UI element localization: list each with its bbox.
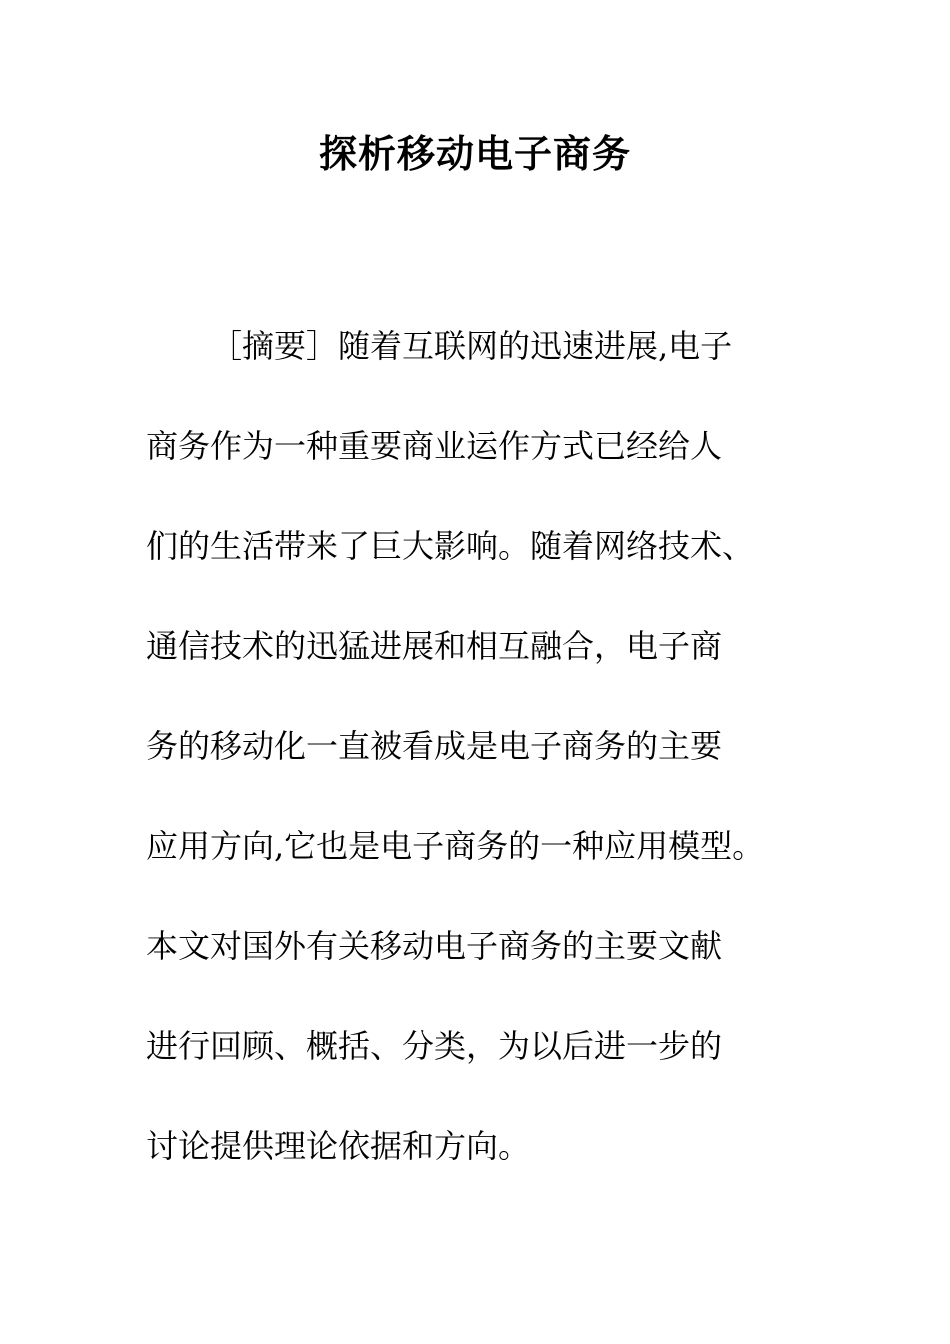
abstract-paragraph [146,296,826,1196]
abstract-line: 本文对国外有关移动电子商务的主要文献 [146,927,723,965]
abstract-line: 商务作为一种重要商业运作方式已经给人 [146,427,723,465]
abstract-line: 务的移动化一直被看成是电子商务的主要 [146,727,723,765]
abstract-line: ［摘要］随着互联网的迅速进展,电子 [210,327,733,365]
abstract-line: 进行回顾、概括、分类，为以后进一步的 [146,1027,723,1065]
abstract-line: 应用方向,它也是电子商务的一种应用模型。 [146,827,765,865]
abstract-line: 讨论提供理论依据和方向。 [146,1127,531,1165]
abstract-line: 通信技术的迅猛进展和相互融合，电子商 [146,627,723,665]
document-title: 探析移动电子商务 [318,131,631,176]
abstract-line: 们的生活带来了巨大影响。随着网络技术、 [146,527,755,565]
